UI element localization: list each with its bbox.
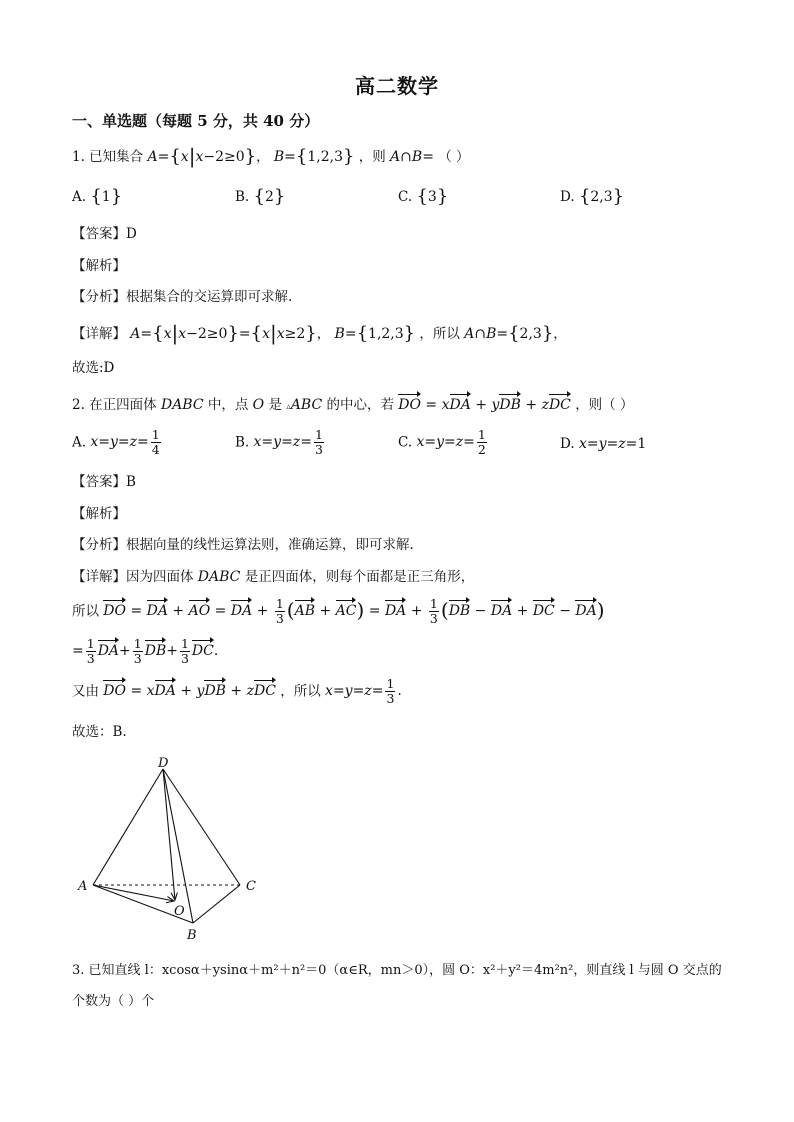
q1-conclusion: 故选:D (72, 360, 115, 376)
q1-stem: 1. 已知集合 A={x|x−2≥0}， B={1,2,3} ，则 A∩B= （ ） (72, 144, 470, 168)
q1-option-b: B. {2} (235, 186, 286, 207)
q2-option-a: A. x=y=z= $\frac{1}{4}$ (72, 427, 160, 457)
q2-derivation-3 (72, 677, 402, 706)
q2-answer: 【答案】B (72, 474, 136, 490)
q2-again-prefix: 又由 (72, 683, 99, 700)
q1-option-c: C. {3} (398, 186, 449, 207)
q2-so-label: 所以 (72, 603, 99, 620)
q2-derivation-1-math: DO = DA + AO = DA + $\frac{1}{3}$ (AB + AC) = DA + $\frac{1}{3}$ (DB − DA + DC − DA) (103, 596, 605, 626)
q2-again-mid: ，所以 (280, 683, 321, 700)
q3-stem-line2: 个数为（ ）个 (72, 994, 155, 1009)
q1-detail: 【详解】 A={x|x−2≥0}={x|x≥2}， B={1,2,3} ，所以 A∩B={2,3}， (72, 321, 567, 345)
q2-triangle: ▵ABC (286, 397, 323, 413)
q1-answer: 【答案】D (72, 226, 137, 242)
q2-option-c: C. x=y=z= $\frac{1}{2}$ (398, 427, 486, 457)
q2-option-d: D. x=y=z=1 (560, 436, 647, 452)
q1-bracket: （ ） (438, 149, 470, 165)
q1-detail-label: 【详解】 (72, 326, 126, 342)
q1-detail-math-b: B={1,2,3} (334, 323, 416, 344)
q2-point-o: O (252, 397, 265, 413)
edge-da (93, 769, 163, 885)
q1-option-a: A. {1} (72, 186, 123, 207)
q1-fenxi: 【分析】根据集合的交运算即可求解. (72, 289, 293, 305)
q1-stem-prefix: 1. 已知集合 (72, 149, 144, 165)
q2-detail-suffix: 是正四面体，则每个面都是正三角形， (244, 569, 475, 585)
q2-option-b: B. x=y=z= $\frac{1}{3}$ (235, 427, 323, 457)
q2-again-vector: DO = xDA + yDB + zDC (103, 683, 276, 699)
label-b: B (187, 928, 197, 943)
edge-cb (193, 885, 240, 923)
q2-detail-intro (72, 568, 474, 587)
q2-derivation-1 (72, 597, 605, 626)
page-title: 高二数学 (355, 74, 439, 98)
q2-vector-eq: DO = xDA + yDB + zDC (398, 397, 571, 413)
q2-tetra-name: DABC (160, 397, 204, 413)
q1-detail-mid: ，所以 (419, 326, 460, 342)
tetrahedron-figure (70, 755, 290, 950)
q2-fenxi: 【分析】根据向量的线性运算法则，准确运算，即可求解. (72, 537, 414, 553)
q2-stem-prefix: 2. 在正四面体 (72, 397, 157, 413)
q2-stem-mid3: 的中心，若 (326, 397, 394, 413)
q2-analysis-label: 【解析】 (72, 506, 126, 522)
q1-intersection: A∩B= (390, 149, 434, 165)
label-o: O (174, 904, 185, 919)
q2-derivation-2 (72, 637, 218, 666)
q2-conclusion: 故选：B. (72, 724, 127, 740)
q2-stem-suffix: ，则（ ） (575, 397, 634, 413)
q1-analysis-label: 【解析】 (72, 258, 126, 274)
q2-stem-mid1: 中，点 (207, 397, 249, 413)
q1-option-d: D. {2,3} (560, 186, 625, 207)
q3-stem-line1: 3. 已知直线 l：xcosα＋ysinα＋m²＋n²＝0（α∈R，mn＞0），圆 O：x²＋y²＝4m²n²，则直线 l 与圆 O 交点的 (72, 963, 722, 978)
q2-detail-tetra: DABC (197, 569, 241, 585)
vector-do (163, 769, 175, 900)
q1-detail-math-a: A={x|x−2≥0}={x|x≥2} (130, 321, 317, 345)
q2-derivation-2-math: = $\frac{1}{3}$ DA+ $\frac{1}{3}$ DB+ $\frac{1}{3}$ DC. (72, 636, 219, 666)
q1-stem-suffix: ，则 (358, 149, 386, 165)
q2-stem (72, 393, 633, 415)
vector-ao (93, 885, 174, 901)
label-d: D (158, 756, 169, 771)
q2-detail-prefix: 【详解】因为四面体 (72, 569, 194, 585)
label-a: A (78, 879, 88, 894)
q2-stem-mid2: 是 (268, 397, 282, 413)
label-c: C (246, 879, 256, 894)
q2-again-result: x=y=z= $\frac{1}{3}$ . (325, 676, 402, 706)
section-heading: 一、单选题（每题 5 分，共 40 分） (72, 112, 320, 130)
q1-set-b: B={1,2,3} (273, 146, 355, 167)
q1-detail-result: A∩B={2,3} (464, 323, 554, 344)
q1-set-a: A={x|x−2≥0} (147, 144, 257, 168)
